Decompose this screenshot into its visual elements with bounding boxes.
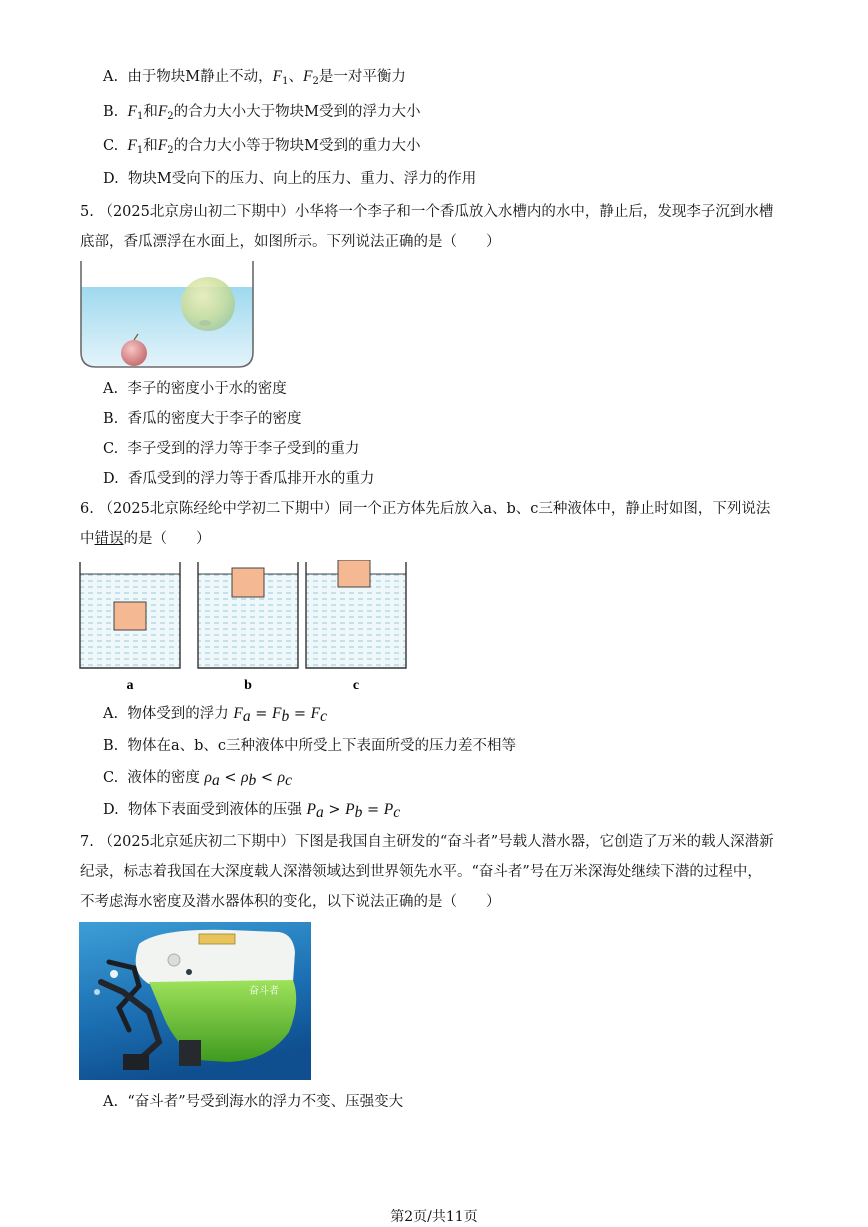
container-a (80, 562, 180, 668)
q5-stem-line1: 5. （2025北京房山初二下期中）小华将一个李子和一个香瓜放入水槽内的水中，静止后，发现李子沉到水槽 (80, 204, 774, 220)
q5-option-b: B. 香瓜的密度大于李子的密度 (103, 411, 302, 427)
container-c (306, 560, 406, 668)
q7-option-a: A. “奋斗者”号受到海水的浮力不变、压强变大 (103, 1094, 404, 1110)
q6-option-d: D. 物体下表面受到液体的压强 $P_a > P_b = P_c$ (103, 801, 401, 821)
q5-stem-line2: 底部，香瓜漂浮在水面上，如图所示。下列说法正确的是（ ） (80, 234, 501, 250)
q6-option-c: C. 液体的密度 $\rho_a < \rho_b < \rho_c$ (103, 769, 293, 789)
plum-icon (121, 340, 147, 366)
q7-stem-line2: 纪录，标志着我国在大深度载人深潜领域达到世界领先水平。“奋斗者”号在万米深海处继续下潜的过程中， (80, 864, 762, 880)
cube-a (114, 602, 146, 630)
cube-b (232, 568, 264, 597)
q5-option-a: A. 李子的密度小于水的密度 (103, 381, 287, 397)
label-c: c (352, 678, 360, 693)
q6-option-b: B. 物体在a、b、c三种液体中所受上下表面所受的压力差不相等 (103, 738, 517, 754)
page-footer: 第2页/共11页 (390, 1209, 478, 1225)
q6-stem-line2: 中错误的是（ ） (80, 531, 211, 547)
q6-stem-line1: 6. （2025北京陈经纶中学初二下期中）同一个正方体先后放入a、b、c三种液体中，静止时如图，下列说法 (80, 501, 771, 517)
label-a: a (126, 678, 134, 693)
q4-option-b: B. $F_1$和$F_2$的合力大小大于物块M受到的浮力大小 (103, 103, 421, 122)
q7-stem-line1: 7. （2025北京延庆初二下期中）下图是我国自主研发的“奋斗者”号载人潜水器，它创造了万米的载人深潜新 (80, 834, 774, 850)
container-b (198, 562, 298, 668)
q6-option-a: A. 物体受到的浮力 $F_a = F_b = F_c$ (103, 705, 327, 725)
cube-c (338, 560, 370, 587)
q4-option-d: D. 物块M受向下的压力、向上的压力、重力、浮力的作用 (103, 171, 477, 187)
q4-option-a: A. 由于物块M静止不动，$F_1$、$F_2$是一对平衡力 (103, 68, 406, 87)
q5-option-d: D. 香瓜受到的浮力等于香瓜排开水的重力 (103, 471, 375, 487)
submersible-photo (79, 922, 311, 1080)
q6-three-liquids-figure (78, 560, 410, 694)
q7-stem-line3: 不考虑海水密度及潜水器体积的变化，以下说法正确的是（ ） (80, 894, 501, 910)
label-b: b (244, 678, 252, 693)
q5-water-tank-figure (80, 260, 254, 368)
q5-option-c: C. 李子受到的浮力等于李子受到的重力 (103, 441, 360, 457)
hull-lettering: 奋斗者 (249, 986, 279, 997)
q4-option-c: C. $F_1$和$F_2$的合力大小等于物块M受到的重力大小 (103, 137, 421, 156)
